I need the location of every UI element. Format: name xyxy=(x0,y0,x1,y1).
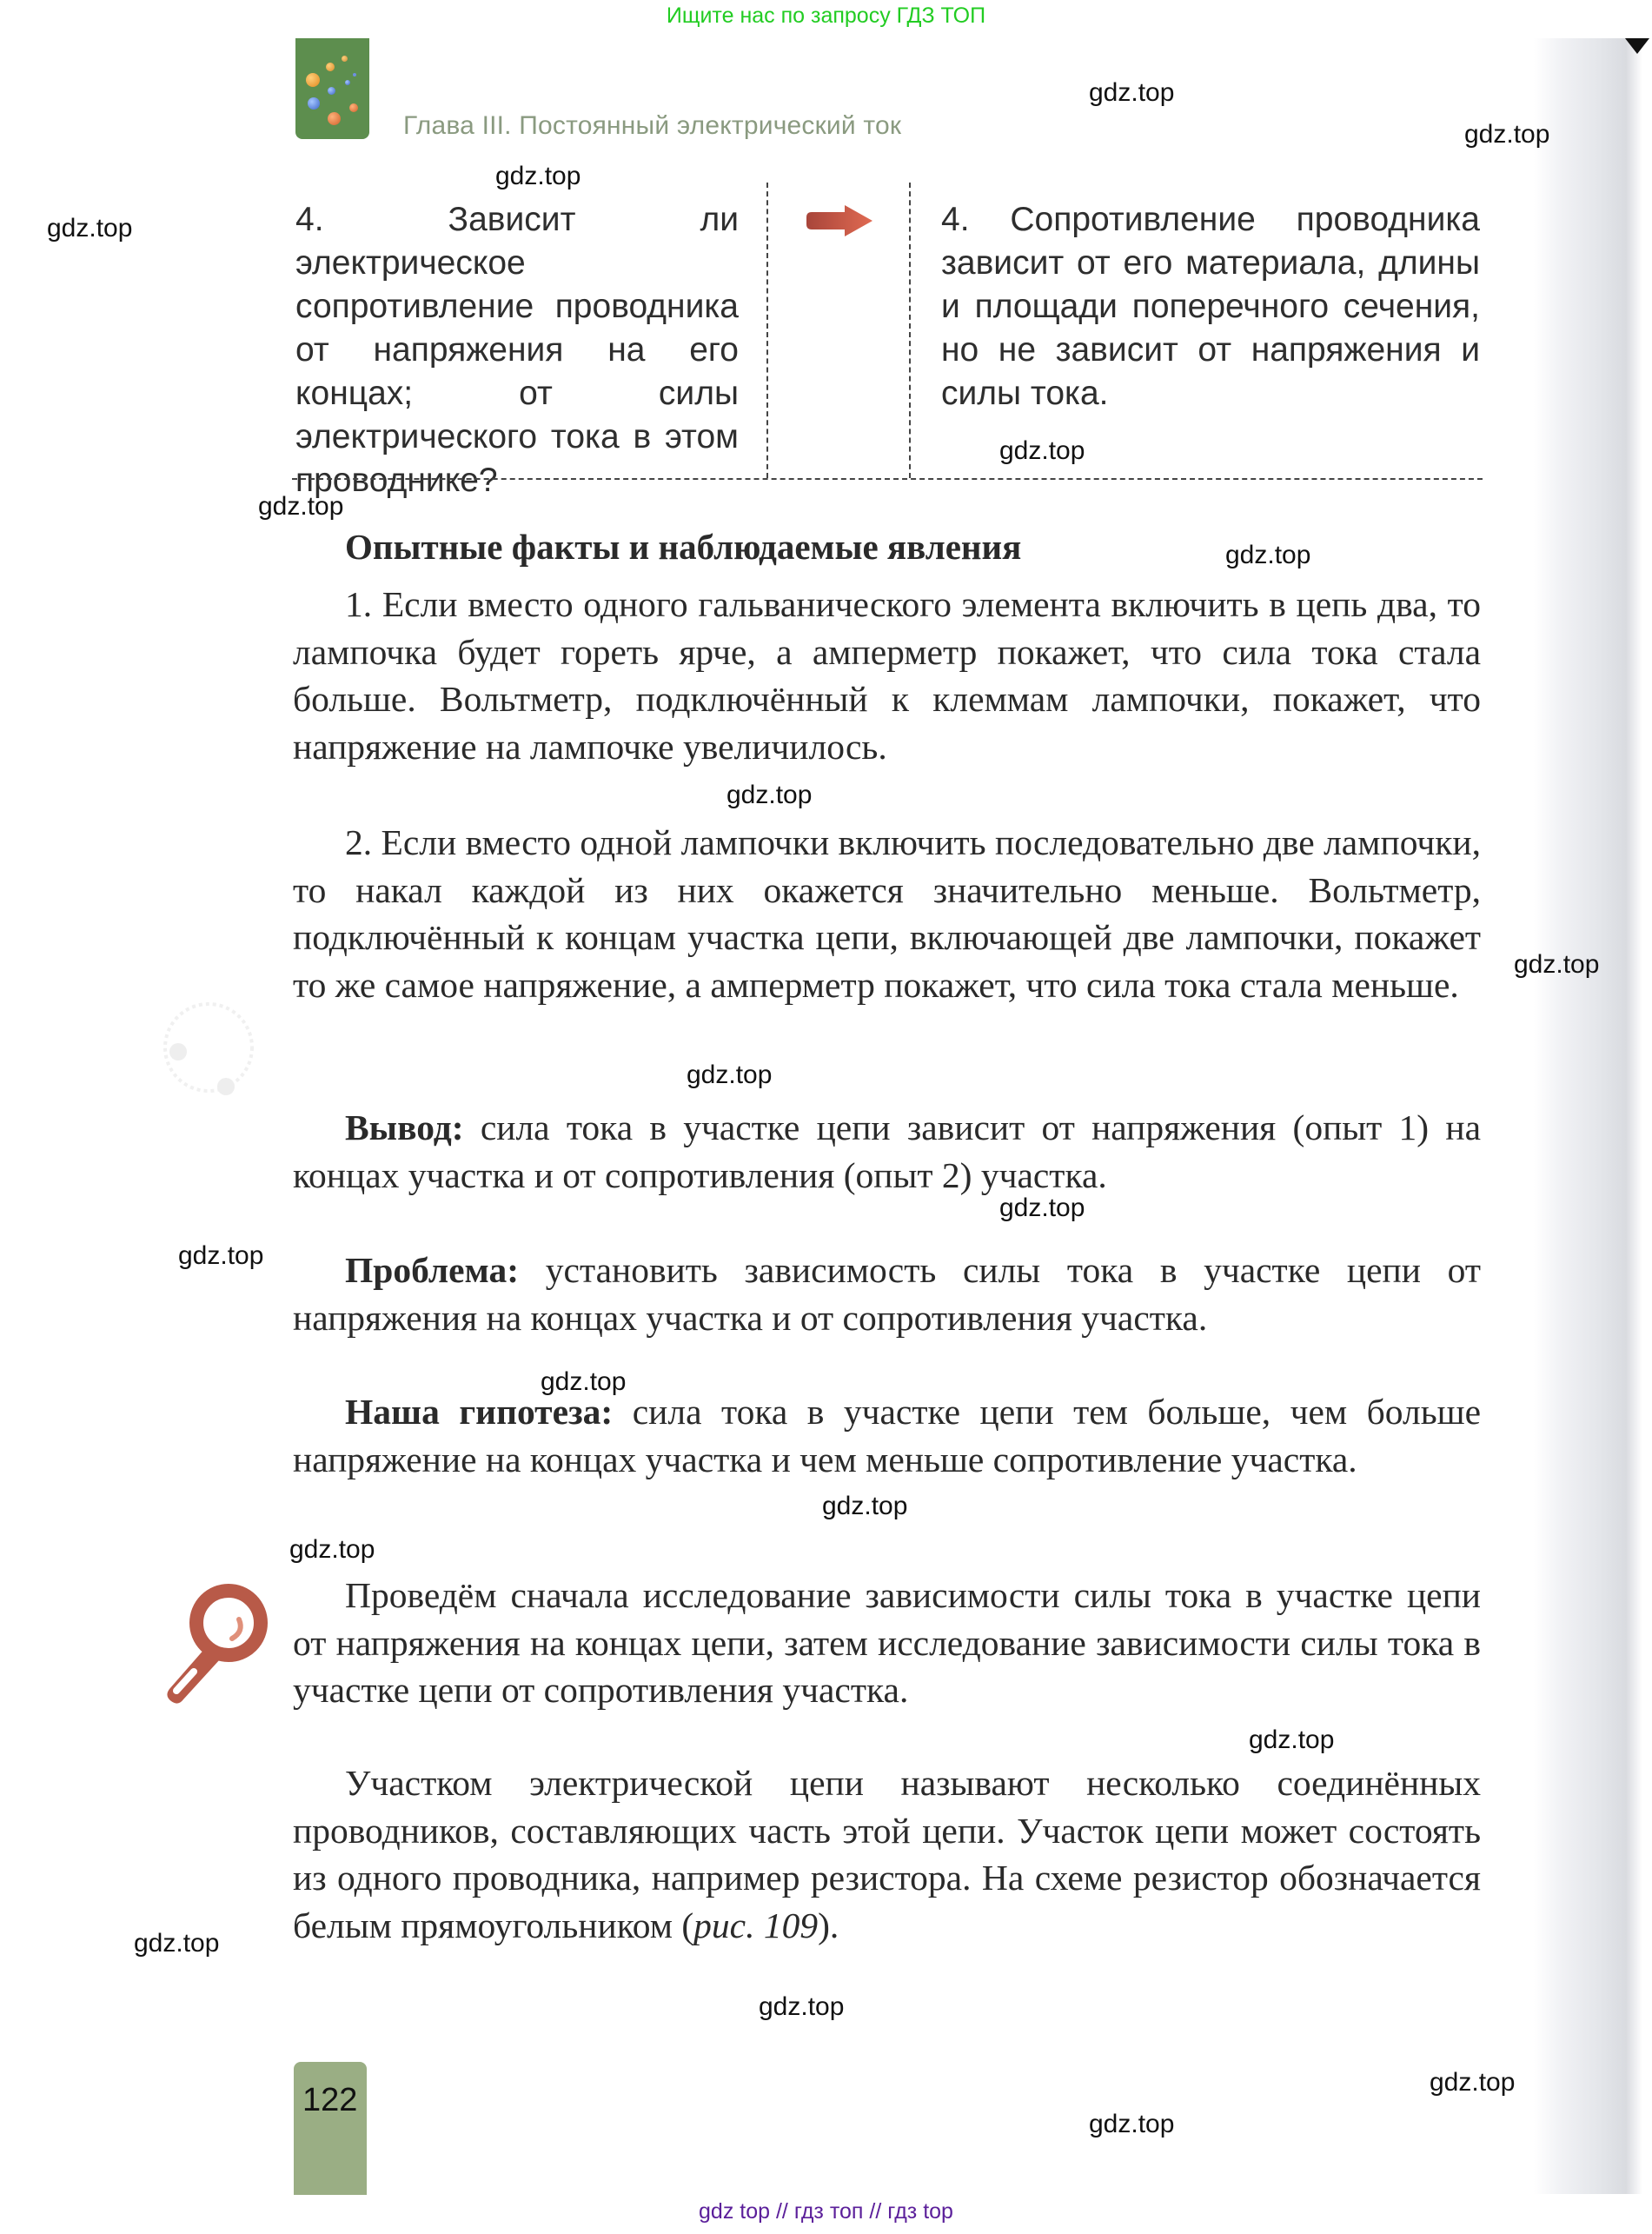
hypothesis-text: сила тока в участке цепи тем больше, чем больше напряжение на концах участка и чем меньше сопротивление участка. xyxy=(293,1392,1481,1479)
watermark: gdz.top xyxy=(1249,1725,1335,1754)
page-curl-shadow xyxy=(1534,38,1642,2194)
chapter-tab-icon xyxy=(295,38,369,139)
section-heading: Опытные факты и наблюдаемые явления xyxy=(345,527,1022,567)
watermark: gdz.top xyxy=(1089,2110,1175,2138)
watermark: gdz.top xyxy=(289,1535,375,1564)
problem-text: установить зависимость силы тока в участке цепи от напряжения на концах участка и от сопротивления участка. xyxy=(293,1250,1481,1338)
watermark: gdz.top xyxy=(541,1367,627,1396)
watermark: gdz.top xyxy=(1089,78,1175,107)
dashed-divider xyxy=(909,183,911,478)
watermark: gdz.top xyxy=(999,1193,1085,1222)
arrow-right-icon xyxy=(806,203,876,238)
definition: Участком электрической цепи называют несколько соединённых проводников, составляющих часть этой цепи. Участок цепи может состоять из одного проводника, например резистора. На схеме резистор обозначается белым прямоугольником (рис. 109). xyxy=(293,1763,1481,1945)
hypothesis xyxy=(293,1388,1481,1483)
dashed-divider-horizontal xyxy=(292,478,1483,480)
watermark: gdz.top xyxy=(495,162,581,190)
watermark: gdz.top xyxy=(1514,950,1600,979)
magnifier-icon xyxy=(152,1578,274,1708)
problem xyxy=(293,1247,1481,1341)
figure-reference[interactable]: рис. 109 xyxy=(693,1905,819,1945)
conclusion-label: Вывод: xyxy=(345,1107,464,1147)
top-search-banner: Ищите нас по запросу ГДЗ ТОП xyxy=(666,3,986,28)
bottom-site-banner[interactable]: gdz top // гдз топ // гдз top xyxy=(699,2199,953,2224)
watermark: gdz.top xyxy=(759,1992,845,2021)
watermark: gdz.top xyxy=(258,492,344,521)
watermark: gdz.top xyxy=(1464,120,1550,149)
conclusion-text: сила тока в участке цепи зависит от напряжения (опыт 1) на концах участка и от сопротивления (опыт 2) участка. xyxy=(293,1107,1481,1195)
corner-triangle-icon xyxy=(1625,38,1649,54)
page-number: 122 xyxy=(302,2082,358,2118)
conclusion xyxy=(293,1104,1481,1199)
watermark: gdz.top xyxy=(726,781,813,809)
watermark: gdz.top xyxy=(687,1060,773,1089)
watermark: gdz.top xyxy=(999,436,1085,465)
watermark: gdz.top xyxy=(1430,2068,1516,2097)
fact-1: 1. Если вместо одного гальванического элемента включить в цепь два, то лампочка будет гореть ярче, а амперметр покажет, что сила тока стала больше. Вольтметр, подключённый к клеммам лампочки, покажет, что напряжение на лампочке увеличилось. xyxy=(293,584,1481,767)
chapter-title: Глава III. Постоянный электрический ток xyxy=(403,111,902,140)
answer-text: 4. Сопротивление проводника зависит от его материала, длины и площади поперечного сечения, но не зависит от напряжения и силы тока. xyxy=(941,201,1480,412)
watermark: gdz.top xyxy=(822,1492,908,1520)
watermark: gdz.top xyxy=(47,214,133,243)
question-text: 4. Зависит ли электрическое сопротивление проводника от напряжения на его концах; от силы электрического тока в этом проводнике? xyxy=(295,201,739,499)
problem-label: Проблема: xyxy=(345,1250,520,1290)
watermark: gdz.top xyxy=(1225,541,1311,569)
fact-2: 2. Если вместо одной лампочки включить последовательно две лампочки, то накал каждой из них окажется значительно меньше. Вольтметр, подключённый к концам участка цепи, включающей две лампочки, покажет то же самое напряжение, а амперметр покажет, что сила тока стала меньше. xyxy=(293,822,1481,1005)
hypothesis-label: Наша гипотеза: xyxy=(345,1392,614,1432)
faded-orbit-icon xyxy=(152,991,274,1113)
dashed-divider xyxy=(766,183,768,478)
watermark: gdz.top xyxy=(134,1929,220,1958)
research-plan: Проведём сначала исследование зависимости силы тока в участке цепи от напряжения на концах цепи, затем исследование зависимости силы тока в участке цепи от сопротивления участка. xyxy=(293,1575,1481,1710)
watermark: gdz.top xyxy=(178,1241,264,1270)
